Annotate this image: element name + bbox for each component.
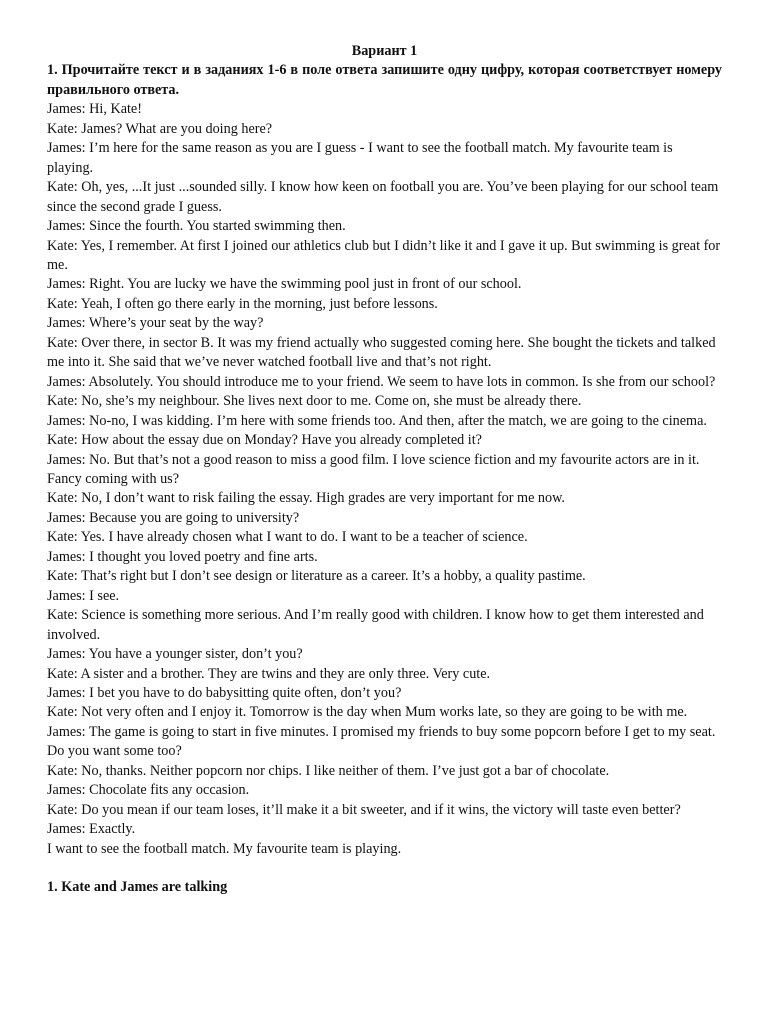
dialogue-line: James: Because you are going to university? [47,509,300,526]
dialogue-line: Kate: No, I don’t want to risk failing the essay. High grades are very important for me now. [47,490,565,507]
dialogue-line: Kate: Do you mean if our team loses, it’ll make it a bit sweeter, and if it wins, the victory will taste even better? [47,801,681,818]
document-page [47,42,722,898]
dialogue-line: James: Chocolate fits any occasion. [47,782,250,799]
question-1: 1. Kate and James are talking [47,879,228,896]
dialogue-line: Kate: Oh, yes, ...It just ...sounded silly. I know how keen on football you are. You’ve been playing for our school team since the second grade I guess. [47,179,719,215]
dialogue-line: James: I see. [47,587,120,604]
dialogue-line: James: Where’s your seat by the way? [47,315,264,332]
dialogue-line: Kate: James? What are you doing here? [47,120,273,137]
dialogue-line: James: Exactly. [47,821,136,838]
dialogue-line: Kate: Yeah, I often go there early in the morning, just before lessons. [47,295,438,312]
dialogue-line: James: Absolutely. You should introduce me to your friend. We seem to have lots in common. Is she from our school? [47,373,716,390]
dialogue-line: James: I’m here for the same reason as you are I guess - I want to see the football match. My favourite team is playing. [47,140,673,176]
document-title: Вариант 1 [351,43,418,59]
dialogue-line: Kate: That’s right but I don’t see design or literature as a career. It’s a hobby, a quality pastime. [47,568,586,585]
dialogue-line: Kate: Yes. I have already chosen what I want to do. I want to be a teacher of science. [47,529,528,546]
dialogue-line: Kate: No, she’s my neighbour. She lives next door to me. Come on, she must be already there. [47,393,582,410]
dialogue-line: Kate: Yes, I remember. At first I joined our athletics club but I didn’t like it and I gave it up. But swimming is great for me. [47,237,721,273]
dialogue-line: James: I thought you loved poetry and fine arts. [47,548,318,565]
task-instruction: 1. Прочитайте текст и в заданиях 1-6 в поле ответа запишите одну цифру, которая соответствует номеру правильного ответа. [47,62,722,98]
dialogue-line: James: The game is going to start in five minutes. I promised my friends to buy some popcorn before I get to my seat. Do you want some too? [47,723,716,760]
dialogue-line: Kate: A sister and a brother. They are twins and they are only three. Very cute. [47,665,491,682]
dialogue-line: James: I bet you have to do babysitting quite often, don’t you? [47,684,402,701]
dialogue-line: James: Hi, Kate! [47,101,142,118]
dialogue-line: James: Since the fourth. You started swimming then. [47,218,346,235]
dialogue-line: Kate: How about the essay due on Monday? Have you already completed it? [47,432,482,449]
dialogue-line: James: No-no, I was kidding. I’m here with some friends too. And then, after the match, we are going to the cinema. [47,412,707,429]
dialogue-line: I want to see the football match. My favourite team is playing. [47,840,402,857]
dialogue-line: Kate: Not very often and I enjoy it. Tomorrow is the day when Mum works late, so they are going to be with me. [47,704,688,721]
dialogue-line: James: You have a younger sister, don’t you? [47,646,303,663]
dialogue-line: James: No. But that’s not a good reason to miss a good film. I love science fiction and my favourite actors are in it. Fancy coming with us? [47,451,700,487]
dialogue-text [47,100,722,859]
dialogue-line: James: Right. You are lucky we have the swimming pool just in front of our school. [47,276,522,293]
dialogue-line: Kate: No, thanks. Neither popcorn nor chips. I like neither of them. I’ve just got a bar of chocolate. [47,762,610,779]
blank-line [47,859,722,878]
dialogue-line: Kate: Science is something more serious. And I’m really good with children. I know how to get them interested and involved. [47,607,704,643]
dialogue-line: Kate: Over there, in sector B. It was my friend actually who suggested coming here. She bought the tickets and talked me into it. She said that we’ve never watched football live and that’s not right. [47,334,716,371]
